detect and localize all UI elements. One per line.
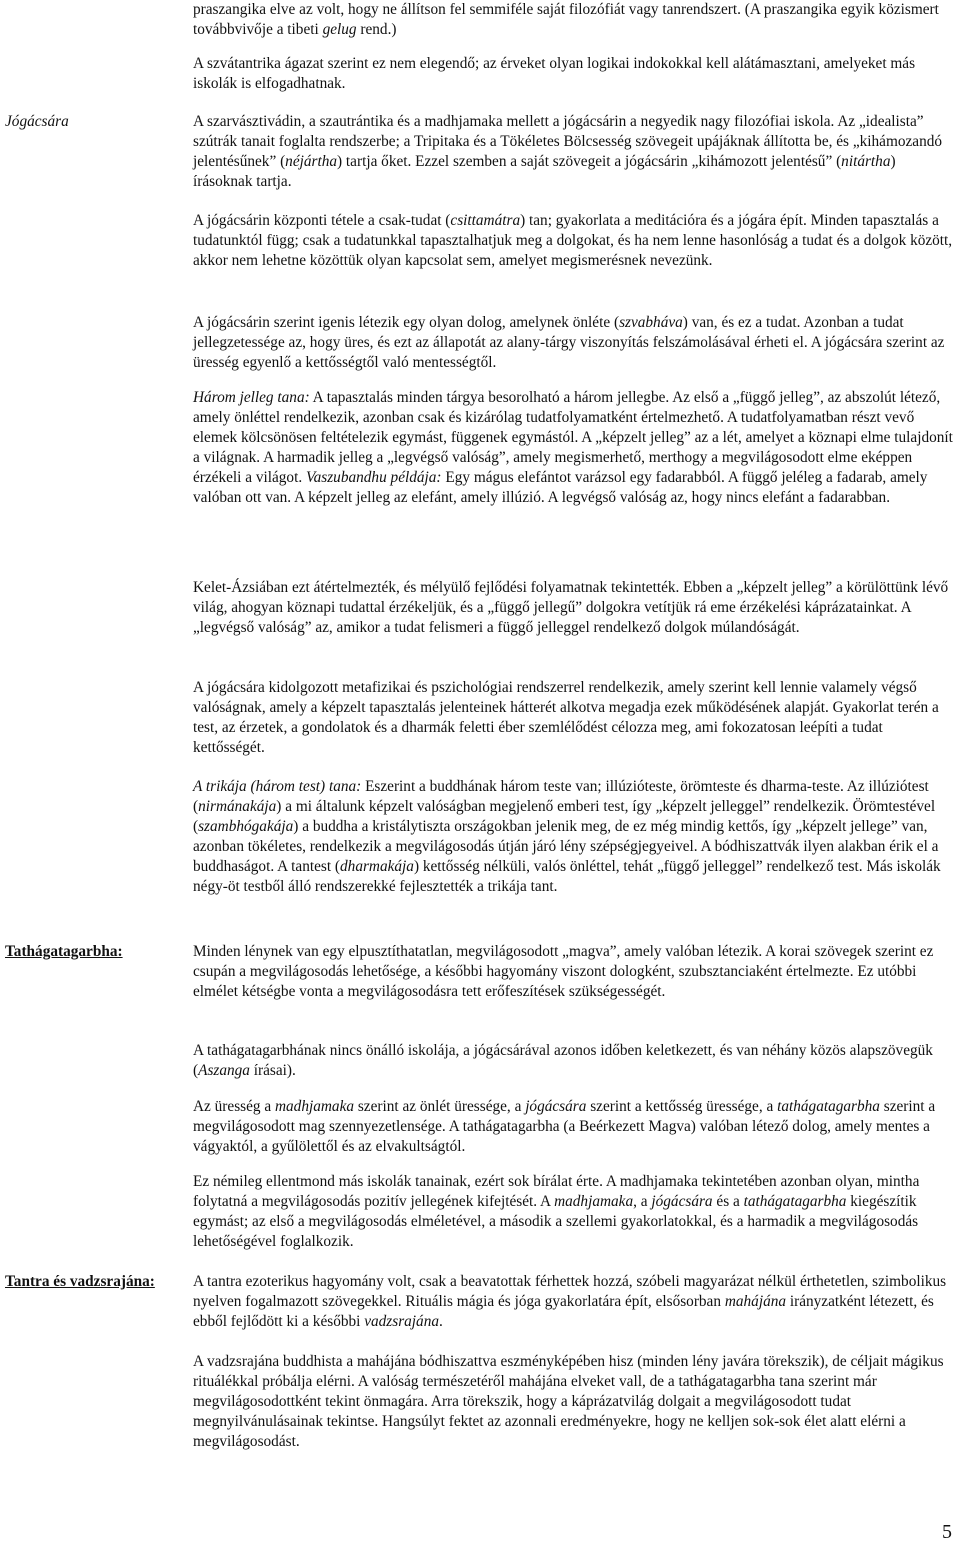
italic-text-run: dharmakája: [340, 858, 414, 875]
paragraph-vadzsrajana: [193, 1352, 953, 1452]
paragraph-harom-jelleg: [193, 388, 957, 508]
text-run: írásai).: [249, 1062, 296, 1079]
italic-text-run: Aszanga: [198, 1062, 250, 1079]
italic-text-run: mahájána: [724, 1293, 787, 1310]
text-run: , a: [633, 1193, 652, 1210]
text-run: irányzatként létezett, és ebből fejlődött ki a későbbi: [193, 1293, 938, 1330]
paragraph-text: [193, 313, 953, 373]
text-run: A tapasztalás minden tárgya besorolható a három jellegbe. Az első a „függő jelleg”, az abszolút létező, amely önléttel rendelkezik, azonban csak és kizárólag tudatfolyamatként értelmezhető. A tudatfolyamatban részt vevő elemek kölcsönösen feltételezik egymást, függenek egymástól. A „képzelt jelleg” az a lét, amelyet a köznapi elme tulajdonít a világnak. A harmadik jelleg a „legvégső valóság”, amely megismerhető, merthogy a megvilágosodott elme eképpen érzékeli a világot.: [193, 389, 957, 486]
italic-text-run: jógácsára: [525, 1098, 587, 1115]
paragraph-ellentmond: [193, 1172, 953, 1252]
italic-text-run: nitártha: [841, 153, 891, 170]
text-run: praszangika elve az volt, hogy ne állítson fel semmiféle saját filozófiát vagy tanrendszert. (A praszangika egyik közismert továbbvivője a tibeti: [193, 1, 943, 38]
paragraph-szvatantrika: [193, 54, 953, 94]
paragraph-text: [193, 0, 953, 40]
paragraph-text: [193, 1041, 953, 1081]
text-run: ) tartja őket. Ezzel szemben a saját szövegeit a jógácsárin „kihámozott jelentésű” (: [337, 153, 842, 170]
text-run: ) írásoknak tartja.: [193, 153, 900, 190]
text-run: Minden lénynek van egy elpusztíthatatlan, megvilágosodott „magva”, amely valóban létezik. A korai szövegek szerint ez csupán a megvilágosodás lehetősége, a későbbi hagyomány viszont dologként, szubsztanciaként értelmezte. Ez utóbbi elmélet kétségbe vonta a megvilágosodásra tett erőfeszítések szükségességét.: [193, 943, 938, 1000]
text-run: szerint a kettősség üressége, a: [586, 1098, 778, 1115]
italic-text-run: tathágatagarbha: [777, 1098, 880, 1115]
paragraph-jogacsarin-intro: [193, 112, 953, 192]
section-label-jogacsara: Jógácsára: [5, 113, 69, 130]
text-run: ) kettősség nélküli, valós önléttel, tehát „függő jelleggel” rendelkező test. Más iskolák négy-öt testből álló rendszerekké fejlesztették a trikája tant.: [193, 858, 945, 895]
text-run: A szarvásztivádin, a szautrántika és a madhjamaka mellett a jógácsárin a negyedik nagy filozófiai iskola. Az „idealista” szútrák tanait foglalta rendszerbe; a Tripitaka és a Tökéletes Bölcsesség szövegeit upájáknak állította be, és „kihámozandó jelentésűnek” (: [193, 113, 946, 170]
paragraph-text: [193, 777, 953, 897]
paragraph-text: [193, 112, 953, 192]
paragraph-text: [193, 1172, 953, 1252]
text-run: Ez némileg ellentmond más iskolák tanainak, ezért sok bírálat érte. A madhjamaka tekintetében azonban olyan, mintha folytatná a megvilágosodás pozitív jellegének kifejtését. A: [193, 1173, 924, 1210]
text-run: és a: [712, 1193, 744, 1210]
paragraph-iskola: [193, 1041, 953, 1081]
italic-text-run: gelug: [322, 21, 357, 38]
paragraph-text: [193, 388, 957, 508]
italic-text-run: néjártha: [285, 153, 338, 170]
paragraph-uresseg: [193, 1097, 953, 1157]
section-label-tathagatagarbha: Tathágatagarbha:: [5, 943, 123, 960]
italic-text-run: tathágatagarbha: [743, 1193, 847, 1210]
text-run: A szvátantrika ágazat szerint ez nem elegendő; az érveket olyan logikai indokokkal kell alátámasztani, amelyeket más iskolák is elfogadhatnak.: [193, 55, 919, 92]
text-run: .: [439, 1313, 443, 1330]
italic-text-run: A trikája (három test) tana:: [193, 778, 362, 795]
italic-text-run: Vaszubandhu példája:: [305, 469, 442, 486]
text-run: A vadzsrajána buddhista a mahájána bódhiszattva eszményképében hisz (minden lény javára törekszik), de céljait mágikus rituálékkal próbálja elérni. A valóság természetéről mahájána elveket vall, de a tathágatagarbha tana szerint már megvilágosodottként tekint önmagára. Arra törekszik, hogy a káprázatvilág dolgait a megvilágosodott tudat megnyilvánulásainak tekintse. Hangsúlyt fektet az azonnali eredményekre, hogy ne kelljen sok-sok élet alatt elérni a megvilágosodást.: [193, 1353, 948, 1450]
italic-text-run: nirmánakája: [198, 798, 277, 815]
paragraph-magva: [193, 942, 953, 1002]
paragraph-text: [193, 578, 953, 638]
text-run: szerint az önlét üressége, a: [354, 1098, 526, 1115]
paragraph-trikaja: [193, 777, 953, 897]
italic-text-run: madhjamaka: [274, 1098, 355, 1115]
text-run: ) tan; gyakorlata a meditációra és a jógára épít. Minden tapasztalás a tudatunktól függ; csak a tudatunkkal tapasztalhatjuk meg a dolgokat, és ha nem lenne hasonlóság a tudat és a dolgok között, akkor nem lehetne közöttük olyan kapcsolat sem, amelyet megismerésnek nevezünk.: [193, 212, 956, 269]
paragraph-text: [193, 942, 953, 1002]
text-run: Eszerint a buddhának három teste van; illúzióteste, örömteste és dharma-teste. Az illúziótest (: [193, 778, 933, 815]
paragraph-praszangika: [193, 0, 953, 40]
paragraph-text: [193, 54, 953, 94]
paragraph-csak-tudat: [193, 211, 956, 271]
text-run: ) van, és ez a tudat. Azonban a tudat jellegzetessége az, hogy üres, és ezt az állapotát az alany-tárgy viszonyítás felszámolásával érheti el. A jógácsára szerint az üresség egyenlő a kettősségtől való mentességtől.: [193, 314, 949, 371]
paragraph-szvabhava: [193, 313, 953, 373]
text-run: A jógácsárin szerint igenis létezik egy olyan dolog, amelynek önléte (: [193, 314, 620, 331]
paragraph-text: [193, 1272, 953, 1332]
text-run: szerint a megvilágosodott mag szennyezetlensége. A tathágatagarbha (a Beérkezett Magva) valóban létező dolog, amely mentes a vágyaktól, a gyűlölettől és az elvakultságtól.: [193, 1098, 939, 1155]
paragraph-text: [193, 211, 956, 271]
italic-text-run: vadzsrajána: [364, 1313, 440, 1330]
paragraph-text: [193, 678, 953, 758]
paragraph-text: [193, 1352, 953, 1452]
italic-text-run: szambhógakája: [198, 818, 294, 835]
text-run: kiegészítik egymást; az első a megvilágosodás elméletével, a második a szellemi gyakorlatokkal, és a harmadik a megvilágosodás lehetőségével foglalkozik.: [193, 1193, 922, 1250]
text-run: A jógácsárin központi tétele a csak-tudat (: [193, 212, 451, 229]
italic-text-run: jógácsára: [651, 1193, 713, 1210]
italic-text-run: Három jelleg tana:: [193, 389, 310, 406]
text-run: rend.): [356, 21, 397, 38]
text-run: ) a mi általunk képzelt valóságban megjelenő emberi test, így „képzelt jelleggel” rendelkezik. Örömtestével (: [193, 798, 939, 835]
italic-text-run: madhjamaka: [554, 1193, 634, 1210]
text-run: Kelet-Ázsiában ezt átértelmezték, és mélyülő fejlődési folyamatnak tekintették. Ebben a „képzelt jelleg” a körülöttünk lévő világ, ahogyan köznapi tudattal érzékeljük, és a „függő jellegű” dolgokra vetítjük rá eme érzékelési káprázatainkat. A „legvégső valóság” az, amikor a tudat felismeri a függő jelleggel rendelkező dolgok múlandóságát.: [193, 579, 953, 636]
paragraph-kelet-azsia: [193, 578, 953, 638]
text-run: A jógácsára kidolgozott metafizikai és pszichológiai rendszerrel rendelkezik, amely szerint kell lennie valamely végső valóságnak, amely a képzelt tapasztalás jelenteinek hátterét alkotva megadja ezek működésének alapját. Gyakorlat terén a test, az érzetek, a gondolatok és a dharmák feletti éber szemlélődést célozza meg, ami fokozatosan leépíti a tudat kettősségét.: [193, 679, 943, 756]
text-run: Az üresség a: [193, 1098, 275, 1115]
paragraph-metafizika: [193, 678, 953, 758]
text-run: Egy mágus elefántot varázsol egy fadarabból. A függő jeléleg a fadarab, amely valóban ott van. A képzelt jelleg az elefánt, amely illúzió. A legvégső valóság az, hogy nincs elefánt a fadarabban.: [193, 469, 932, 506]
text-run: A tantra ezoterikus hagyomány volt, csak a beavatottak férhettek hozzá, szóbeli magyarázat nélkül érthetetlen, szimbolikus nyelven fogalmazott szövegekkel. Rituális mágia és jóga gyakorlatára épít, elsősorban: [193, 1273, 950, 1310]
text-run: A tathágatagarbhának nincs önálló iskolája, a jógácsárával azonos időben keletkezett, és van néhány közös alapszövegük (: [193, 1042, 937, 1079]
italic-text-run: csittamátra: [450, 212, 521, 229]
italic-text-run: szvabháva: [619, 314, 683, 331]
paragraph-text: [193, 1097, 953, 1157]
text-run: ) a buddha a kristálytiszta országokban jelenik meg, de ez még mindig kettős, így „képzelt jellege” van, azonban tökéletes, rendelkezik a megvilágosodás útján járó lény szépségjegyeivel. A bódhiszattvák ilyen alakban érik el a buddhaságot. A tantest (: [193, 818, 943, 875]
paragraph-tantra: [193, 1272, 953, 1332]
section-label-tantra: Tantra és vadzsrajána:: [5, 1273, 155, 1290]
page-number: 5: [942, 1521, 952, 1543]
